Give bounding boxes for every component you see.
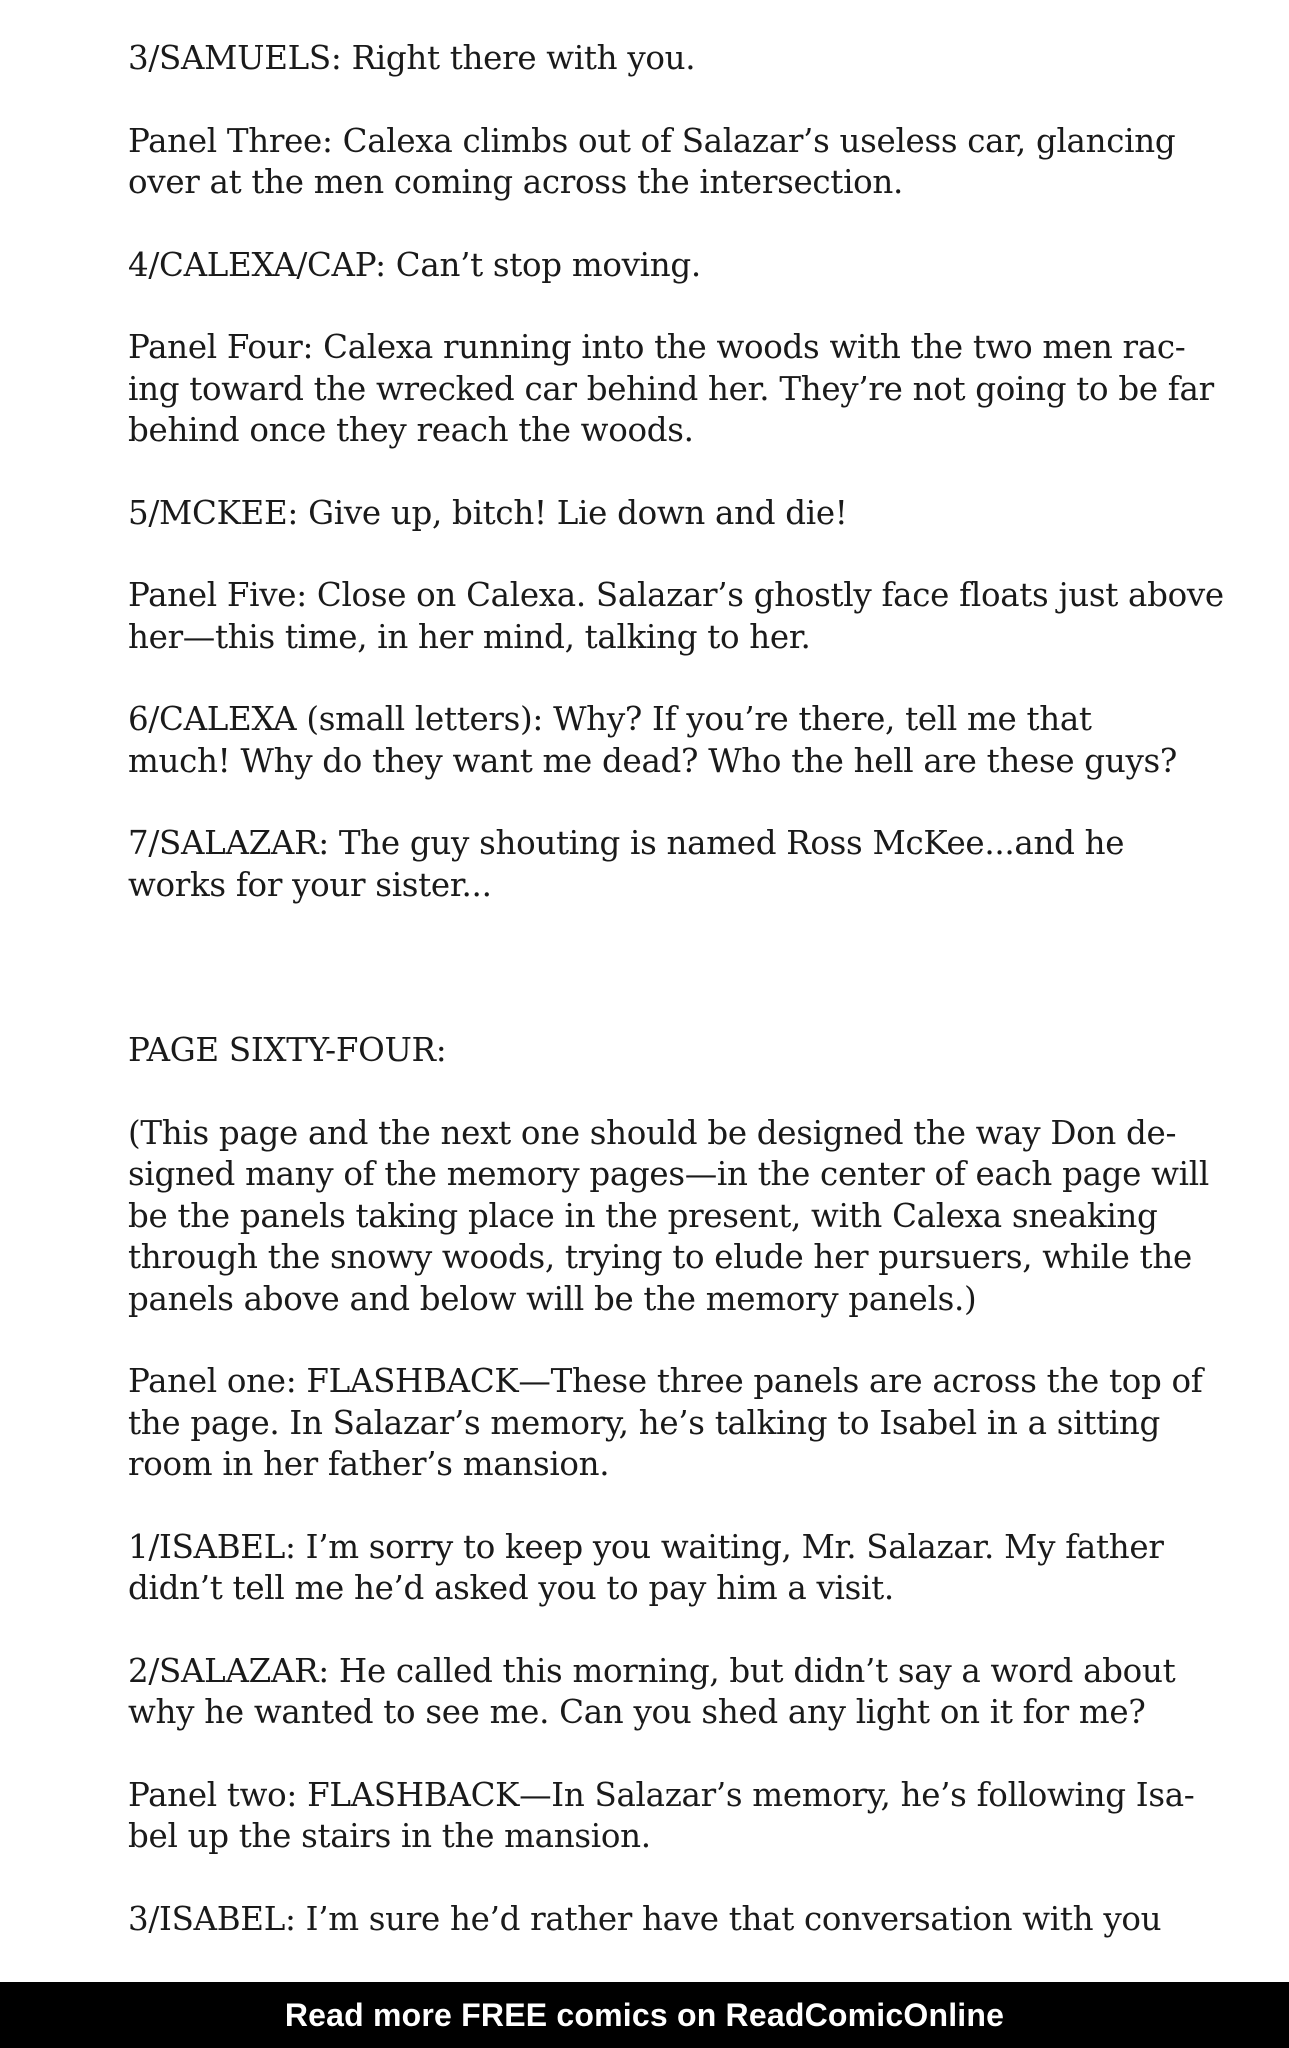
panel-description: Panel one: FLASHBACK—These three panels are across the top of the page. In Salazar’s memory, he’s talking to Isabel in a sitting room in her father’s mansion.: [128, 1362, 1203, 1483]
dialogue-line: 4/CALEXA/CAP: Can’t stop moving.: [128, 245, 701, 284]
dialogue-line: 1/ISABEL: I’m sorry to keep you waiting, Mr. Salazar. My father didn’t tell me he’d asked you to pay him a visit.: [128, 1527, 1164, 1607]
dialogue-line: 7/SALAZAR: The guy shouting is named Ross McKee...and he works for your sister...: [128, 824, 1125, 904]
script-body: [128, 38, 1258, 1981]
page-heading: PAGE SIXTY-FOUR:: [128, 1031, 447, 1069]
panel-description: Panel Four: Calexa running into the woods with the two men rac- ing toward the wrecked car behind her. They’re not going to be far behind once they reach the woods.: [128, 328, 1214, 449]
dialogue-line: 5/MCKEE: Give up, bitch! Lie down and die!: [128, 493, 848, 532]
page-note: (This page and the next one should be designed the way Don de- signed many of the memory pages—in the center of each page will be the panels taking place in the present, with Calexa sneaking through the snowy woods, trying to elude her pursuers, while the panels above and below will be the memory panels.): [128, 1113, 1209, 1318]
panel-description: Panel two: FLASHBACK—In Salazar’s memory, he’s following Isa- bel up the stairs in the mansion.: [128, 1775, 1195, 1855]
dialogue-line: 3/ISABEL: I’m sure he’d rather have that conversation with you: [128, 1899, 1162, 1938]
panel-description: Panel Five: Close on Calexa. Salazar’s ghostly face floats just above her—this time, in her mind, talking to her.: [128, 576, 1224, 656]
dialogue-line: 3/SAMUELS: Right there with you.: [128, 39, 696, 77]
promo-footer-bar[interactable]: [0, 1982, 1289, 2048]
dialogue-line: 6/CALEXA (small letters): Why? If you’re there, tell me that much! Why do they want me dead? Who the hell are these guys?: [128, 700, 1178, 780]
panel-description: Panel Three: Calexa climbs out of Salazar’s useless car, glancing over at the men coming across the intersection.: [128, 121, 1176, 201]
promo-footer-text[interactable]: Read more FREE comics on ReadComicOnline: [284, 1996, 1005, 2033]
dialogue-line: 2/SALAZAR: He called this morning, but didn’t say a word about why he wanted to see me. Can you shed any light on it for me?: [128, 1651, 1176, 1731]
